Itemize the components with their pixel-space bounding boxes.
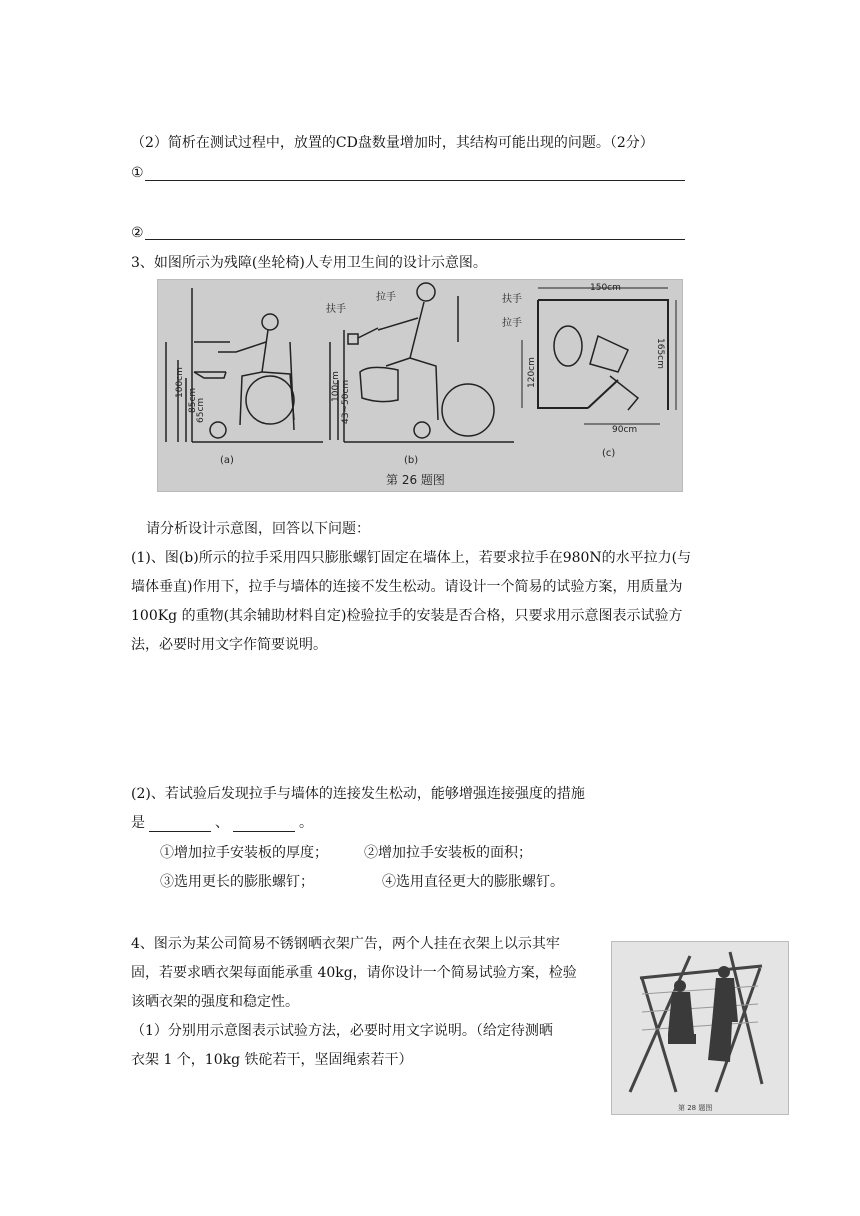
q2-sub-question: （2）简析在测试过程中，放置的CD盘数量增加时，其结构可能出现的问题。（2分）: [131, 135, 654, 151]
label-b-handrail: 扶手: [326, 304, 346, 315]
q4-line4: （1）分别用示意图表示试验方法，必要时用文字说明。（给定待测晒: [131, 1023, 553, 1039]
panel-c-label: (c): [602, 448, 616, 459]
dim-a-65: 65cm: [196, 397, 206, 423]
dim-b-100: 100cm: [331, 371, 341, 402]
q3-part2-blanks: [131, 814, 313, 832]
q3-figure-26: [157, 279, 683, 492]
dim-a-85: 85cm: [188, 387, 198, 413]
answer-line-1[interactable]: [145, 180, 685, 181]
q4-line1: 4、图示为某公司简易不锈钢晒衣架广告，两个人挂在衣架上以示其牢: [131, 936, 560, 952]
option-3: ③选用更长的膨胀螺钉；: [160, 874, 314, 890]
panel-b-label: (b): [404, 455, 419, 466]
q3-title: 3、如图所示为残障(坐轮椅)人专用卫生间的设计示意图。: [131, 255, 487, 271]
label-c-handrail: 扶手: [502, 294, 522, 305]
q3-intro: 请分析设计示意图，回答以下问题：: [146, 521, 370, 537]
answer-line-2[interactable]: [145, 239, 685, 240]
dim-c-90: 90cm: [612, 425, 638, 435]
q4-line2: 固，若要求晒衣架每面能承重 40kg，请你设计一个简易试验方案，检验: [131, 965, 577, 981]
answer-marker-1: ①: [131, 165, 144, 181]
q4-line5: 衣架 1 个，10kg 铁砣若干，坚固绳索若干）: [131, 1052, 413, 1068]
answer-blank-1[interactable]: [149, 817, 211, 832]
q4-figure-caption: 第 28 题图: [678, 1104, 713, 1112]
q3-part1-line4: 法，必要时用文字作简要说明。: [131, 637, 327, 653]
q3-part1-line2: 墙体垂直)作用下，拉手与墙体的连接不发生松动。请设计一个简易的试验方案，用质量为: [131, 579, 683, 595]
dim-c-165: 165cm: [655, 338, 665, 369]
panel-a-label: (a): [220, 455, 234, 466]
q3-part2-prefix: 是: [131, 815, 145, 831]
q3-part2-end: 。: [299, 815, 313, 831]
option-2: ②增加拉手安装板的面积；: [364, 845, 532, 861]
option-1: ①增加拉手安装板的厚度；: [160, 845, 328, 861]
q4-line3: 该晒衣架的强度和稳定性。: [131, 994, 299, 1010]
q3-part2-sep: 、: [215, 815, 229, 831]
toilet-design-diagram: [158, 280, 682, 491]
answer-marker-2: ②: [131, 225, 144, 241]
label-c-pull-handle: 拉手: [502, 318, 522, 329]
dim-a-100: 100cm: [175, 367, 185, 398]
dim-c-120: 120cm: [527, 357, 537, 388]
label-b-pull-handle: 拉手: [376, 292, 396, 303]
dim-c-150: 150cm: [590, 283, 621, 293]
q3-part2-line1: (2)、若试验后发现拉手与墙体的连接发生松动，能够增强连接强度的措施: [131, 786, 585, 802]
option-4: ④选用直径更大的膨胀螺钉。: [382, 874, 564, 890]
q3-part1-line3: 100Kg 的重物(其余辅助材料自定)检验拉手的安装是否合格，只要求用示意图表示试验方: [131, 608, 683, 624]
q3-part1-line1: (1)、图(b)所示的拉手采用四只膨胀螺钉固定在墙体上，若要求拉手在980N的水平拉力(与: [131, 550, 692, 566]
dim-b-43-50: 43~50cm: [341, 379, 351, 424]
q4-figure-28: [611, 941, 789, 1115]
drying-rack-photo: [612, 942, 788, 1114]
answer-blank-2[interactable]: [233, 817, 295, 832]
figure-caption: 第 26 题图: [386, 473, 445, 487]
